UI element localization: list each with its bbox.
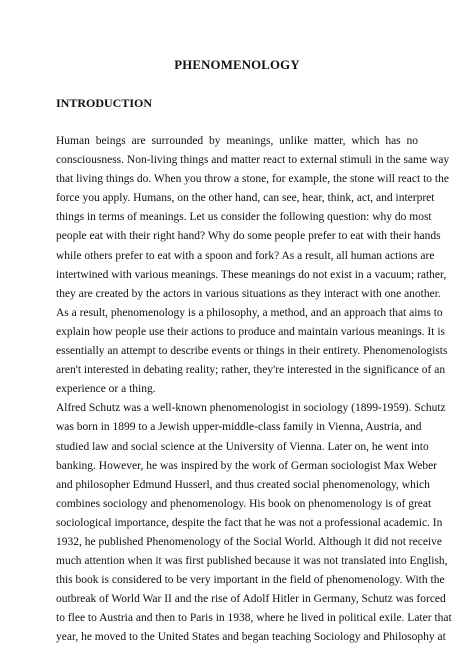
document-title: PHENOMENOLOGY bbox=[174, 58, 300, 72]
text-line: and philosopher Edmund Husserl, and thus created social phenomenology, which bbox=[56, 478, 430, 491]
paragraph-introduction bbox=[56, 132, 450, 399]
text-line: experience or a thing. bbox=[56, 383, 156, 396]
text-line: essentially an attempt to describe events or things in their entirety. Phenomenologists bbox=[56, 345, 448, 358]
text-line: explain how people use their actions to produce and maintain various meanings. It is bbox=[56, 325, 445, 338]
text-line: this book is considered to be very important in the field of phenomenology. With the bbox=[56, 574, 445, 587]
text-line: sociological importance, despite the fact that he was not a professional academic. In bbox=[56, 516, 443, 529]
text-line: to flee to Austria and then to Paris in 1938, where he lived in political exile. Later that bbox=[56, 612, 452, 625]
text-line: that living things do. When you throw a stone, for example, the stone will react to the bbox=[56, 173, 449, 186]
text-line: banking. However, he was inspired by the work of German sociologist Max Weber bbox=[56, 459, 438, 472]
paragraph-alfred-schutz bbox=[56, 399, 452, 647]
body-text bbox=[56, 132, 452, 648]
text-line: much attention when it was first published because it was not translated into English, bbox=[56, 555, 448, 568]
text-line: force you apply. Humans, on the other hand, can see, hear, think, act, and interpret bbox=[56, 192, 435, 205]
section-heading: INTRODUCTION bbox=[56, 96, 153, 110]
text-line: people eat with their right hand? Why do some people prefer to eat with their hands bbox=[56, 230, 441, 243]
text-line: consciousness. Non-living things and matter react to external stimuli in the same way bbox=[56, 154, 450, 167]
text-line: they are created by the actors in various situations as they interact with one another. bbox=[56, 287, 441, 300]
text-line: was born in 1899 to a Jewish upper-middle-class family in Vienna, Austria, and bbox=[56, 421, 422, 434]
text-line: Human beings are surrounded by meanings, unlike matter, which has no bbox=[56, 135, 418, 147]
text-line: while others prefer to eat with a spoon and fork? As a result, all human actions are bbox=[56, 249, 435, 262]
text-line: aren't interested in debating reality; rather, they're interested in the significance of an bbox=[56, 364, 446, 377]
text-line: things in terms of meanings. Let us consider the following question: why do most bbox=[56, 211, 432, 224]
text-line: outbreak of World War II and the rise of Adolf Hitler in Germany, Schutz was forced bbox=[56, 593, 446, 606]
text-line: As a result, phenomenology is a philosophy, a method, and an approach that aims to bbox=[56, 306, 443, 319]
text-line: studied law and social science at the University of Vienna. Later on, he went into bbox=[56, 440, 429, 453]
text-line: combines sociology and phenomenology. His book on phenomenology is of great bbox=[56, 497, 432, 510]
text-line: intertwined with various meanings. These meanings do not exist in a vacuum; rather, bbox=[56, 268, 447, 281]
text-line: year, he moved to the United States and began teaching Sociology and Philosophy at bbox=[56, 631, 446, 644]
text-line: 1932, he published Phenomenology of the Social World. Although it did not receive bbox=[56, 535, 442, 548]
text-line: Alfred Schutz was a well-known phenomenologist in sociology (1899-1959). Schutz bbox=[56, 402, 446, 415]
